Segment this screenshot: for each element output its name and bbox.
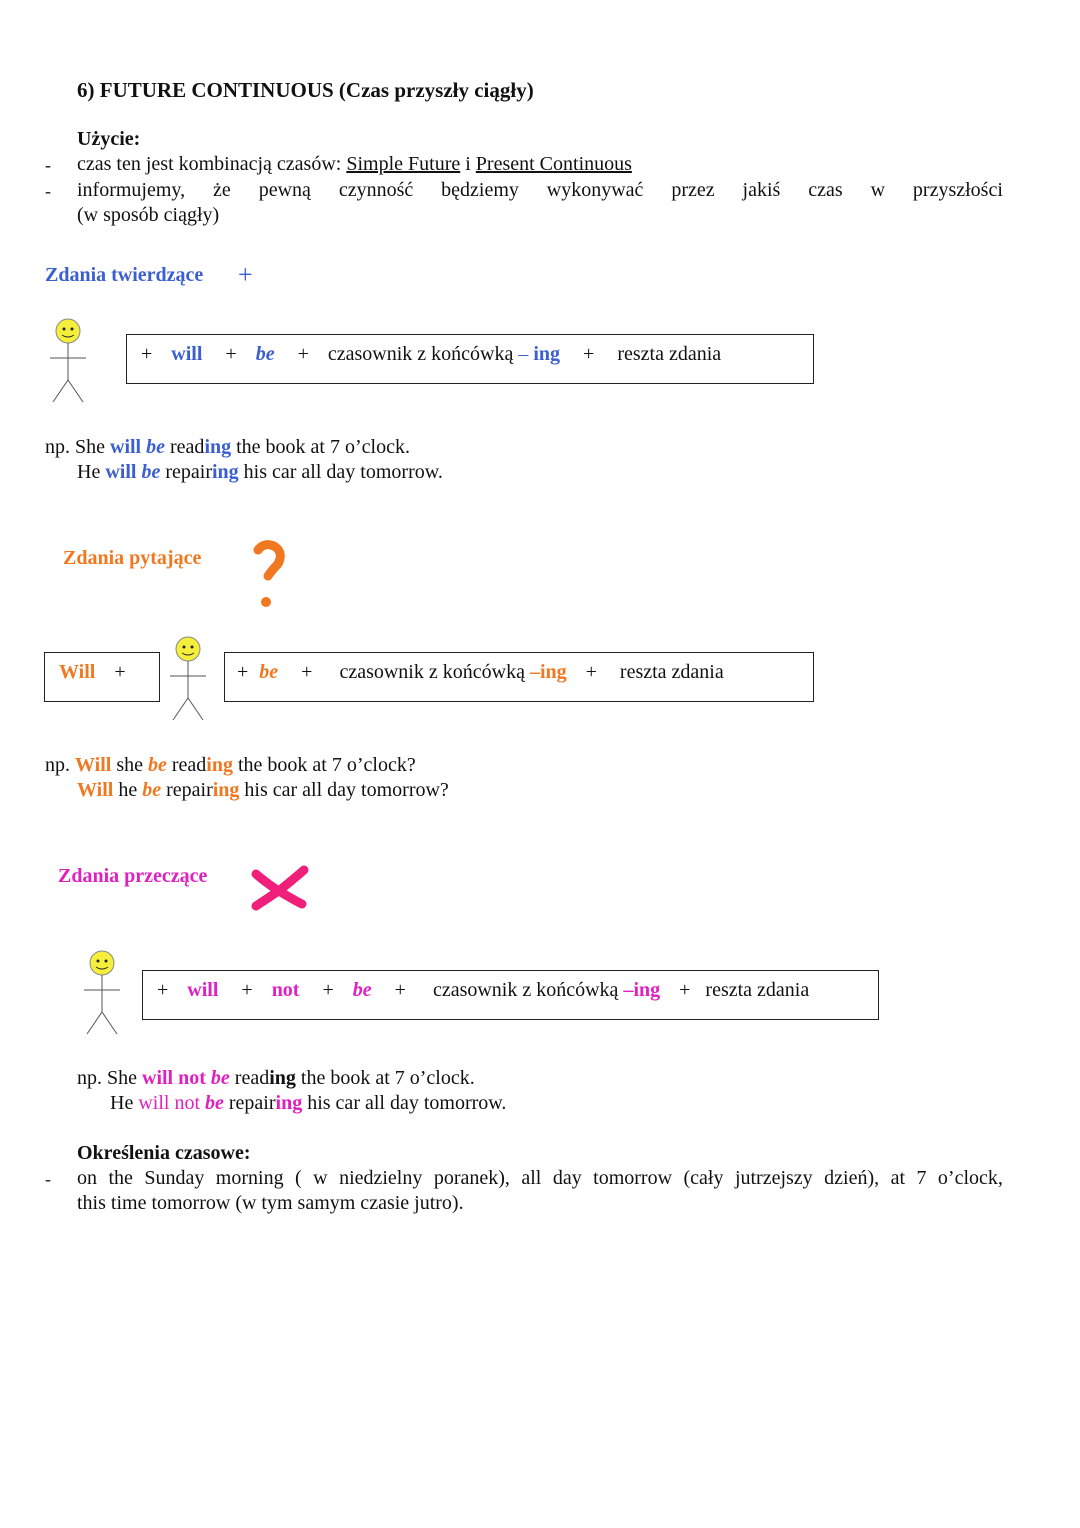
usage-bullet-2-line2: (w sposób ciągły)	[77, 204, 220, 226]
interrogative-formula-box	[224, 652, 814, 702]
page-title: 6) FUTURE CONTINUOUS (Czas przyszły ciągły)	[77, 78, 534, 102]
will-word: Will	[59, 661, 96, 683]
will-not-words: will not	[138, 1092, 200, 1114]
present-continuous-link[interactable]: Present Continuous	[475, 153, 632, 175]
interrogative-example-1	[45, 754, 416, 777]
be-word: be	[210, 1067, 230, 1089]
example-text: He	[77, 461, 106, 483]
affirmative-example-2	[77, 461, 443, 484]
interrogative-example-2	[77, 779, 449, 802]
time-expressions-line-1	[77, 1167, 1003, 1190]
word: (cały	[683, 1167, 724, 1189]
word: jakiś	[742, 179, 781, 201]
word: czas	[808, 179, 843, 201]
ing-suffix: ing	[269, 1067, 296, 1089]
be-word: be	[259, 661, 279, 683]
word: w	[870, 179, 886, 201]
usage-heading: Użycie:	[77, 128, 141, 150]
stick-figure-icon	[48, 318, 88, 404]
verb-label: czasownik z końcówką	[339, 661, 525, 683]
plus-sign: +	[585, 661, 597, 683]
be-word: be	[146, 436, 166, 458]
affirmative-formula-box	[126, 334, 814, 384]
interrogative-heading: Zdania pytające	[63, 547, 202, 569]
example-text: the book at 7 o’clock?	[232, 754, 416, 776]
plus-sign: +	[114, 661, 126, 683]
plus-sign: +	[679, 979, 691, 1001]
usage-bullet-1	[77, 153, 632, 176]
bullet-dash: -	[45, 1169, 51, 1189]
example-text: read	[166, 754, 207, 776]
word: w	[313, 1167, 328, 1189]
plus-sign: +	[141, 343, 153, 365]
usage-bullet-2-line1	[77, 179, 1003, 202]
example-text: repair	[160, 461, 212, 483]
word: day	[552, 1167, 582, 1189]
example-text: the book at 7 o’clock.	[295, 1067, 475, 1089]
word: że	[213, 179, 231, 201]
word: morning	[215, 1167, 284, 1189]
bullet-dash: -	[45, 155, 51, 175]
plus-sign: +	[237, 661, 249, 683]
example-text: the book at 7 o’clock.	[231, 436, 410, 458]
word: (	[295, 1167, 302, 1189]
ing-suffix: ing	[275, 1092, 303, 1114]
word: at	[890, 1167, 906, 1189]
word: przyszłości	[912, 179, 1003, 201]
bullet1-prefix: czas ten jest kombinacją czasów:	[77, 153, 347, 175]
word: wykonywać	[546, 179, 644, 201]
example-text: read	[165, 436, 205, 458]
plus-sign: +	[241, 979, 253, 1001]
cross-icon	[250, 864, 310, 912]
negative-heading: Zdania przeczące	[58, 865, 208, 887]
question-mark-icon	[250, 540, 290, 610]
ing-suffix: ing	[204, 436, 232, 458]
negative-formula-box	[142, 970, 879, 1020]
example-text: repair	[161, 779, 213, 801]
word: o’clock,	[937, 1167, 1003, 1189]
will-word: will	[110, 436, 142, 458]
example-text: read	[229, 1067, 270, 1089]
example-text: np. She	[45, 436, 110, 458]
word: poranek),	[433, 1167, 510, 1189]
rest-label: reszta zdania	[617, 343, 722, 365]
word: Sunday	[144, 1167, 205, 1189]
ing-suffix: –ing	[524, 661, 567, 683]
word: informujemy,	[77, 179, 186, 201]
word: będziemy	[441, 179, 519, 201]
ing-suffix: ing	[211, 461, 239, 483]
be-word: be	[141, 461, 161, 483]
rest-label: reszta zdania	[705, 979, 810, 1001]
will-word: Will	[77, 779, 114, 801]
ing-suffix: ing	[206, 754, 233, 776]
plus-sign: +	[394, 979, 406, 1001]
be-word: be	[255, 343, 275, 365]
plus-sign: +	[301, 661, 313, 683]
plus-sign: +	[297, 343, 309, 365]
be-word: be	[205, 1092, 224, 1114]
plus-sign: +	[157, 979, 169, 1001]
example-text: np. She	[77, 1067, 142, 1089]
dash-sign: –	[513, 343, 534, 365]
will-box	[44, 652, 160, 702]
word: przez	[671, 179, 715, 201]
not-word: not	[271, 979, 300, 1001]
will-word: will	[171, 343, 203, 365]
plus-sign: +	[583, 343, 595, 365]
stick-figure-icon	[168, 636, 208, 722]
ing-suffix: –ing	[618, 979, 661, 1001]
word: 7	[916, 1167, 927, 1189]
verb-label: czasownik z końcówką	[327, 343, 514, 365]
example-text: his car all day tomorrow.	[302, 1092, 507, 1114]
plus-sign: +	[322, 979, 334, 1001]
simple-future-link[interactable]: Simple Future	[346, 153, 461, 175]
example-text: she	[111, 754, 148, 776]
bullet-dash: -	[45, 181, 51, 201]
word: the	[108, 1167, 133, 1189]
example-text: his car all day tomorrow?	[239, 779, 449, 801]
be-word: be	[352, 979, 372, 1001]
word: jutrzejszy	[734, 1167, 813, 1189]
be-word: be	[147, 754, 167, 776]
example-text: He	[110, 1092, 139, 1114]
example-text: he	[113, 779, 143, 801]
word: on	[77, 1167, 97, 1189]
word: niedzielny	[339, 1167, 423, 1189]
word: all	[521, 1167, 542, 1189]
negative-example-2	[110, 1092, 506, 1115]
ing-suffix: ing	[212, 779, 240, 801]
stick-figure-icon	[82, 950, 122, 1036]
time-expressions-line-2: this time tomorrow (w tym samym czasie jutro).	[77, 1192, 464, 1214]
ing-suffix: ing	[533, 343, 561, 365]
example-text: his car all day tomorrow.	[238, 461, 443, 483]
negative-example-1	[77, 1067, 475, 1090]
will-word: will	[187, 979, 219, 1001]
word: czynność	[338, 179, 414, 201]
affirmative-example-1	[45, 436, 410, 459]
example-text: repair	[223, 1092, 276, 1114]
word: pewną	[258, 179, 311, 201]
example-text: np.	[45, 754, 75, 776]
verb-label: czasownik z końcówką	[432, 979, 619, 1001]
will-word: Will	[75, 754, 112, 776]
word: dzień),	[824, 1167, 880, 1189]
word: tomorrow	[593, 1167, 673, 1189]
bullet1-mid: i	[460, 153, 476, 175]
plus-icon: +	[238, 260, 253, 289]
be-word: be	[142, 779, 162, 801]
time-expressions-heading: Określenia czasowe:	[77, 1142, 251, 1164]
rest-label: reszta zdania	[619, 661, 724, 683]
will-not-words: will not	[142, 1067, 206, 1089]
plus-sign: +	[225, 343, 237, 365]
will-word: will	[105, 461, 137, 483]
affirmative-heading: Zdania twierdzące	[45, 264, 204, 286]
